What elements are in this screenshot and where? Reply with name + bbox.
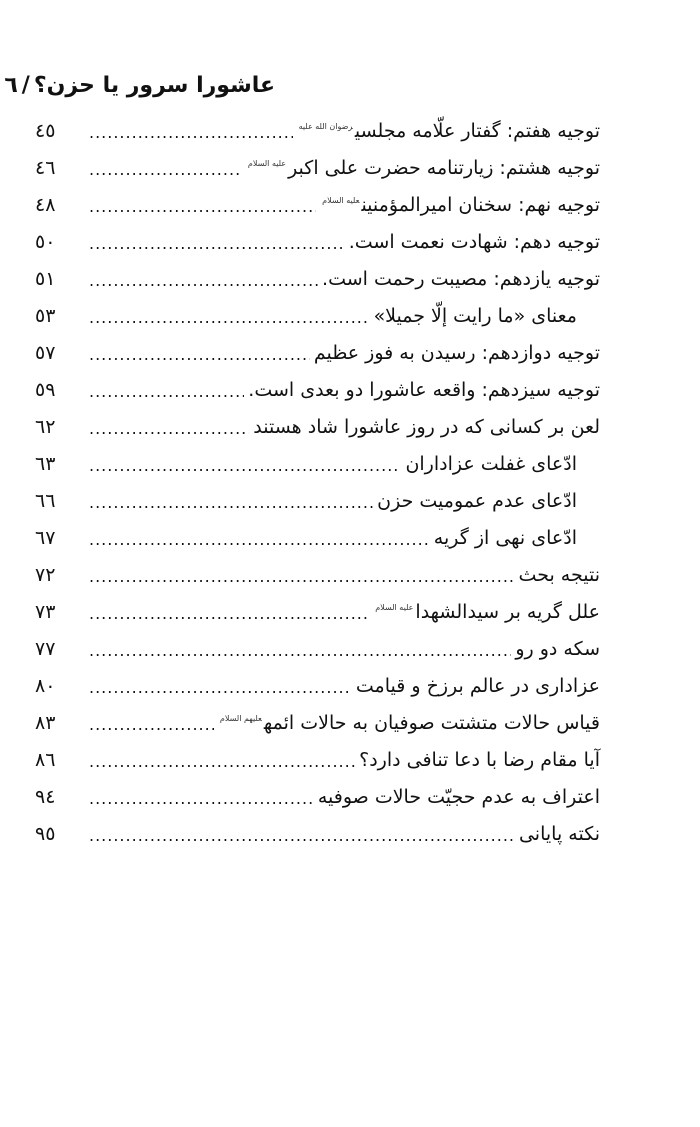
toc-page-number: ٦٣ — [35, 452, 56, 475]
toc-entry-title — [297, 120, 600, 142]
toc-page-number: ٥٣ — [35, 304, 56, 327]
book-title: عاشورا سرور یا حزن؟ — [33, 73, 275, 98]
dot-leader — [89, 601, 369, 623]
toc-entry-title — [374, 305, 577, 327]
honorific-glyph: رضوان الله علیه — [298, 122, 353, 132]
toc-entry-title-text: عزاداری در عالم برزخ و قیامت — [355, 674, 600, 697]
toc-entry[interactable] — [35, 297, 600, 334]
honorific-glyph: علیهم السلام — [219, 714, 262, 724]
toc-entry[interactable] — [35, 519, 600, 556]
toc-page-number: ٨٦ — [35, 748, 56, 771]
toc-entry-title-text: لعن بر کسانی که در روز عاشورا شاد هستند — [253, 415, 600, 438]
honorific-glyph: علیه السلام — [375, 603, 414, 613]
toc-entry-title-text: ادّعای نهی از گریه — [433, 526, 577, 549]
toc-page-number: ٥٩ — [35, 378, 56, 401]
toc-page-number: ٤٨ — [35, 193, 56, 216]
toc-entry[interactable] — [35, 186, 600, 223]
toc-entry[interactable] — [35, 445, 600, 482]
toc-entry[interactable] — [35, 815, 600, 852]
toc-entry-title — [318, 786, 600, 808]
toc-page-number: ٧٣ — [35, 600, 56, 623]
toc-entry-title-text: آیا مقام رضا با دعا تنافی دارد؟ — [359, 748, 600, 771]
dot-leader — [89, 305, 370, 327]
toc-entry[interactable] — [35, 260, 600, 297]
dot-leader — [89, 786, 314, 808]
toc-page-number: ٤٦ — [35, 156, 56, 179]
dot-leader — [89, 490, 373, 512]
toc-entry-title — [405, 453, 577, 475]
honorific-glyph: علیه السلام — [322, 196, 360, 206]
toc-entry-title-text: نتیجه بحث — [518, 563, 600, 586]
dot-leader — [89, 342, 310, 364]
running-header — [4, 68, 275, 104]
toc-entry[interactable] — [35, 408, 600, 445]
toc-page-number: ٩٤ — [35, 785, 56, 808]
toc-page-number: ٦٢ — [35, 415, 56, 438]
dot-leader — [89, 564, 515, 586]
dot-leader — [89, 120, 293, 142]
toc-entry[interactable] — [35, 667, 600, 704]
toc-entry-title-text: ادّعای عدم عمومیت حزن — [377, 489, 577, 512]
toc-entry-title — [246, 157, 600, 179]
dot-leader — [89, 638, 511, 660]
toc-page-number: ٤٥ — [35, 119, 56, 142]
toc-page-number: ٦٦ — [35, 489, 56, 512]
toc-entry-title-text: معنای «ما رایت إلّا جمیلا» — [373, 304, 577, 327]
toc-entry-title — [314, 342, 600, 364]
toc-entry-title-text: علل گریه بر سیدالشهدا — [415, 600, 600, 623]
toc-entry-title-text: سکه دو رو — [515, 637, 600, 660]
toc-entry-title-text: ادّعای غفلت عزاداران — [405, 452, 577, 475]
toc-entry-title-text: توجیه دوازدهم: رسیدن به فوز عظیم — [313, 341, 600, 364]
dot-leader — [89, 823, 515, 845]
toc-entry[interactable] — [35, 704, 600, 741]
toc-page-number: ٥١ — [35, 267, 56, 290]
dot-leader — [89, 268, 318, 290]
toc-entry-title-text: اعتراف به عدم حجیّت حالات صوفیه — [317, 785, 600, 808]
toc-entry-title — [253, 416, 600, 438]
toc-entry-title-text: قیاس حالات متشتت صوفیان به حالات ائمه — [263, 711, 600, 734]
table-of-contents — [35, 112, 600, 852]
toc-entry-title-text: توجیه دهم: شهادت نعمت است. — [348, 230, 600, 253]
toc-entry-title-text: توجیه هفتم: گفتار علّامه مجلسی — [354, 119, 600, 142]
toc-page-number: ٧٧ — [35, 637, 56, 660]
header-separator: / — [21, 73, 30, 98]
toc-page-number: ٦٧ — [35, 526, 56, 549]
dot-leader — [89, 527, 430, 549]
toc-entry-title — [356, 675, 600, 697]
toc-entry-title-text: توجیه یازدهم: مصیبت رحمت است. — [322, 267, 600, 290]
toc-entry-title-text: توجیه سیزدهم: واقعه عاشورا دو بعدی است. — [248, 378, 600, 401]
toc-entry-title-text: توجیه هشتم: زیارتنامه حضرت علی اکبر — [288, 156, 600, 179]
toc-entry-title — [515, 638, 600, 660]
toc-entry-title — [359, 749, 600, 771]
toc-page-number: ٥٠ — [35, 230, 56, 253]
toc-entry-title — [434, 527, 577, 549]
toc-entry-title — [218, 712, 600, 734]
header-page-number: ٦ — [4, 73, 18, 98]
toc-entry[interactable] — [35, 556, 600, 593]
dot-leader — [89, 231, 345, 253]
toc-page-number: ٨٣ — [35, 711, 56, 734]
toc-page-number: ٥٧ — [35, 341, 56, 364]
toc-entry[interactable] — [35, 630, 600, 667]
toc-entry[interactable] — [35, 371, 600, 408]
toc-entry-title-text: نکته پایانی — [518, 822, 600, 845]
dot-leader — [89, 194, 316, 216]
toc-entry-title — [322, 268, 600, 290]
dot-leader — [89, 157, 242, 179]
toc-entry-title — [248, 379, 600, 401]
toc-entry-title — [377, 490, 577, 512]
toc-entry-title — [519, 823, 600, 845]
toc-entry[interactable] — [35, 778, 600, 815]
toc-entry[interactable] — [35, 482, 600, 519]
toc-entry-title — [373, 601, 600, 623]
toc-entry-title — [349, 231, 600, 253]
toc-entry[interactable] — [35, 593, 600, 630]
dot-leader — [89, 749, 355, 771]
toc-entry[interactable] — [35, 334, 600, 371]
toc-entry[interactable] — [35, 741, 600, 778]
dot-leader — [89, 379, 244, 401]
dot-leader — [89, 712, 214, 734]
dot-leader — [89, 453, 401, 475]
honorific-glyph: علیه السلام — [247, 159, 287, 169]
toc-entry[interactable] — [35, 149, 600, 186]
dot-leader — [89, 416, 249, 438]
toc-entry-title — [519, 564, 600, 586]
toc-page-number: ٨٠ — [35, 674, 56, 697]
toc-entry[interactable] — [35, 223, 600, 260]
dot-leader — [89, 675, 352, 697]
toc-page-number: ٧٢ — [35, 563, 56, 586]
toc-entry-title — [320, 194, 600, 216]
toc-entry-title-text: توجیه نهم: سخنان امیرالمؤمنین — [361, 193, 600, 216]
toc-page-number: ٩٥ — [35, 822, 56, 845]
toc-entry[interactable] — [35, 112, 600, 149]
